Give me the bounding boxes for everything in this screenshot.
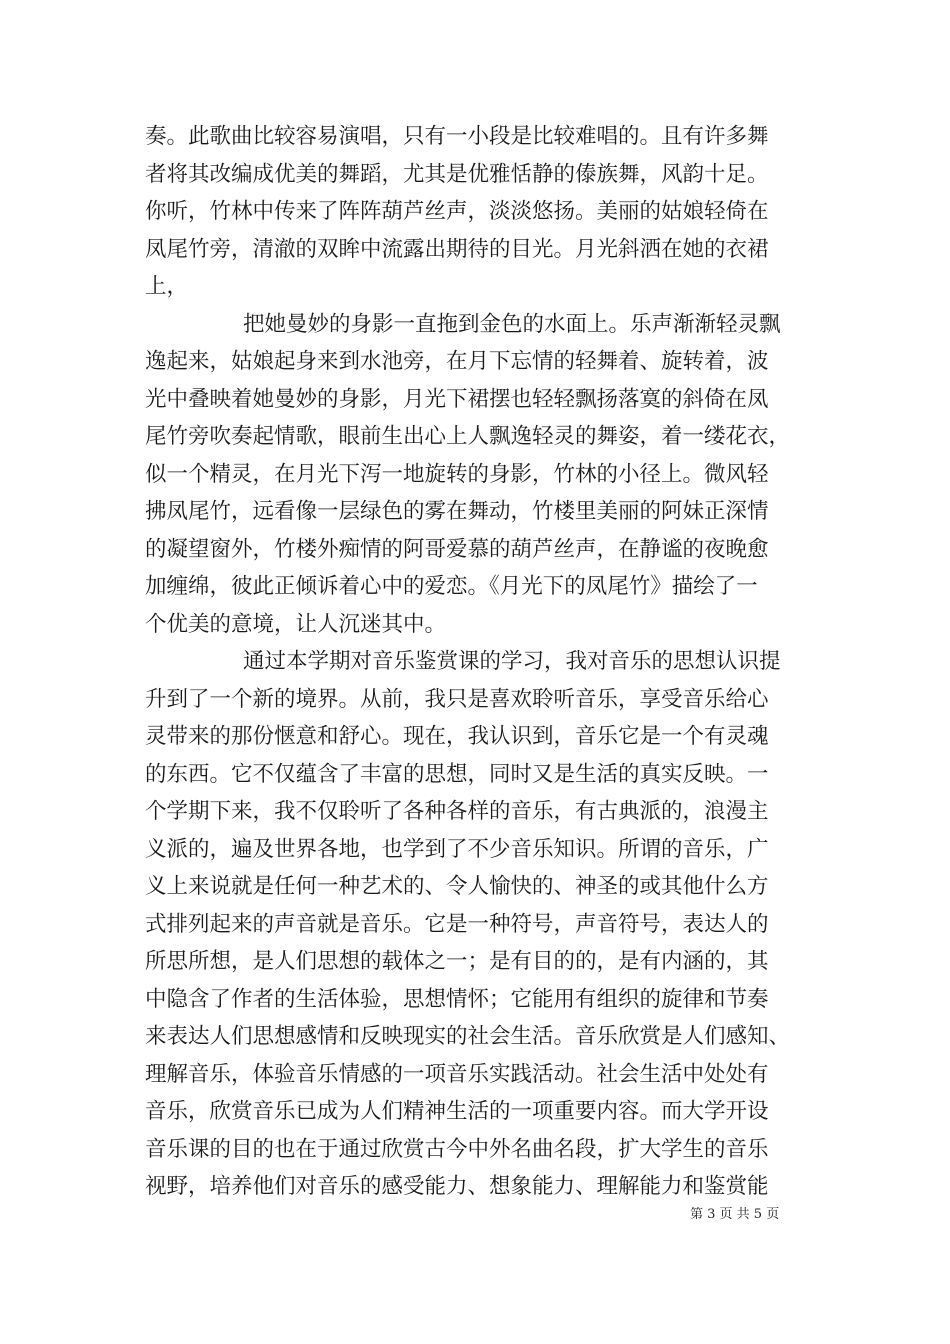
text-line: 理解音乐，体验音乐情感的一项音乐实践活动。社会生活中处处有 xyxy=(145,1061,769,1087)
text-line: 逸起来，姑娘起身来到水池旁，在月下忘情的轻舞着、旋转着，波 xyxy=(145,349,769,374)
text-line: 的凝望窗外，竹楼外痴情的阿哥爱慕的葫芦丝声，在静谧的夜晚愈 xyxy=(145,536,769,562)
text-line: 中隐含了作者的生活体验，思想情怀；它能用有组织的旋律和节奏 xyxy=(145,986,769,1012)
text-line: 音乐课的目的也在于通过欣赏古今中外名曲名段，扩大学生的音乐 xyxy=(145,1136,769,1162)
page-number-footer: 第 3 页 共 5 页 xyxy=(690,1207,780,1222)
text-line: 义上来说就是任何一种艺术的、令人愉快的、神圣的或其他什么方 xyxy=(145,874,769,899)
text-line: 的东西。它不仅蕴含了丰富的思想，同时又是生活的真实反映。一 xyxy=(145,761,769,787)
document-body xyxy=(145,118,807,1206)
text-line: 来表达人们思想感情和反映现实的社会生活。音乐欣赏是人们感知、 xyxy=(145,1024,791,1049)
paragraph-first-line: 通过本学期对音乐鉴赏课的学习，我对音乐的思想认识提 xyxy=(243,649,781,674)
text-line: 视野，培养他们对音乐的感受能力、想象能力、理解能力和鉴赏能 xyxy=(145,1174,769,1199)
text-line: 加缠绵，彼此正倾诉着心中的爱恋。《月光下的凤尾竹》描绘了一 xyxy=(145,574,758,599)
text-line: 义派的，遍及世界各地，也学到了不少音乐知识。所谓的音乐，广 xyxy=(145,836,769,862)
text-line: 凤尾竹旁，清澈的双眸中流露出期待的目光。月光斜洒在她的衣裙 xyxy=(145,236,769,262)
text-line: 个优美的意境，让人沉迷其中。 xyxy=(145,611,447,637)
text-line: 个学期下来，我不仅聆听了各种各样的音乐，有古典派的，浪漫主 xyxy=(145,799,769,824)
text-line: 拂凤尾竹，远看像一层绿色的雾在舞动，竹楼里美丽的阿妹正深情 xyxy=(145,499,769,524)
text-line: 所思所想，是人们思想的载体之一；是有目的的，是有内涵的，其 xyxy=(145,949,769,974)
text-line: 灵带来的那份惬意和舒心。现在，我认识到，音乐它是一个有灵魂 xyxy=(145,724,769,749)
text-line: 音乐，欣赏音乐已成为人们精神生活的一项重要内容。而大学开设 xyxy=(145,1099,769,1124)
text-line: 你听，竹林中传来了阵阵葫芦丝声，淡淡悠扬。美丽的姑娘轻倚在 xyxy=(145,199,769,224)
text-line: 似一个精灵，在月光下泻一地旋转的身影，竹林的小径上。微风轻 xyxy=(145,461,769,487)
text-line: 奏。此歌曲比较容易演唱，只有一小段是比较难唱的。且有许多舞 xyxy=(145,124,769,149)
text-line: 者将其改编成优美的舞蹈，尤其是优雅恬静的傣族舞，风韵十足。 xyxy=(145,161,769,187)
text-line: 式排列起来的声音就是音乐。它是一种符号，声音符号，表达人的 xyxy=(145,911,769,937)
text-line: 尾竹旁吹奏起情歌，眼前生出心上人飘逸轻灵的舞姿，着一缕花衣， xyxy=(145,424,791,449)
paragraph-first-line: 把她曼妙的身影一直拖到金色的水面上。乐声渐渐轻灵飘 xyxy=(243,311,781,337)
text-line: 上， xyxy=(145,274,189,299)
text-line: 升到了一个新的境界。从前，我只是喜欢聆听音乐，享受音乐给心 xyxy=(145,686,769,712)
text-line: 光中叠映着她曼妙的身影，月光下裙摆也轻轻飘扬落寞的斜倚在凤 xyxy=(145,386,769,412)
